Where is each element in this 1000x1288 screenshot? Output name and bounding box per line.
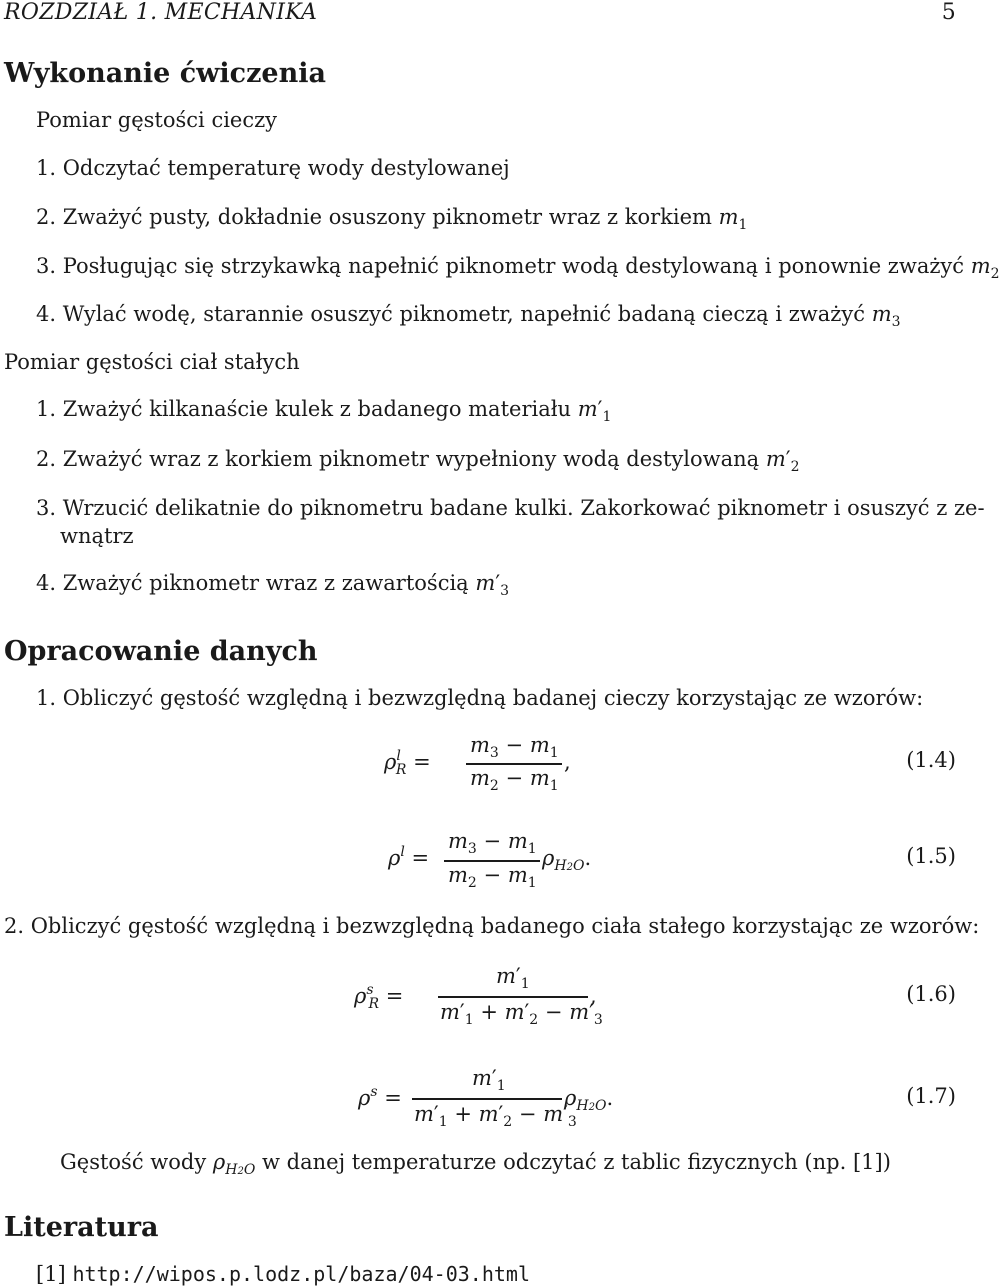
reference-item [36, 1262, 530, 1286]
equation-number: (1.5) [906, 844, 956, 868]
equation-number: (1.6) [906, 982, 956, 1006]
solid-step-1: 1. Zważyć kilkanaście kulek z badanego materiału $m'_1$ [36, 397, 612, 425]
reference-label: [1] [36, 1262, 66, 1286]
solid-step-2: 2. Zważyć wraz z korkiem piknometr wypełniony wodą destylowaną $m'_2$ [36, 447, 800, 475]
equation-number: (1.4) [906, 748, 956, 772]
running-header-chapter: ROZDZIAŁ 1. MECHANIKA [4, 0, 318, 25]
liquid-step-2: 2. Zważyć pusty, dokładnie osuszony piknometr wraz z korkiem $m_1$ [36, 205, 748, 233]
reference-url-link[interactable]: http://wipos.p.lodz.pl/baza/04-03.html [72, 1262, 530, 1286]
solid-step-4: 4. Zważyć piknometr wraz z zawartością $m'_3$ [36, 571, 510, 599]
section-title-references: Literatura [4, 1212, 159, 1243]
analysis-item-1: 1. Obliczyć gęstość względną i bezwzględną badanej cieczy korzystając ze wzorów: [36, 686, 924, 710]
liquid-density-heading: Pomiar gęstości cieczy [36, 108, 278, 132]
liquid-step-4: 4. Wylać wodę, starannie osuszyć piknometr, napełnić badaną cieczą i zważyć $m_3$ [36, 302, 901, 330]
solid-density-heading: Pomiar gęstości ciał stałych [4, 350, 300, 374]
water-density-note: Gęstość wody $\rho_{H2O}$ w danej temperaturze odczytać z tablic fizycznych (np. [1]) [60, 1150, 891, 1178]
solid-step-3-cont: wnątrz [60, 524, 134, 548]
equation-number: (1.7) [906, 1084, 956, 1108]
liquid-step-3: 3. Posługując się strzykawką napełnić piknometr wodą destylowaną i ponownie zważyć $m_2$ [36, 254, 1000, 282]
section-title-data-analysis: Opracowanie danych [4, 636, 318, 667]
page-number: 5 [941, 0, 956, 25]
liquid-step-1: 1. Odczytać temperaturę wody destylowanej [36, 156, 510, 180]
section-title-procedure: Wykonanie ćwiczenia [4, 58, 326, 89]
analysis-item-2: 2. Obliczyć gęstość względną i bezwzględną badanego ciała stałego korzystając ze wzorów: [4, 914, 980, 938]
solid-step-3: 3. Wrzucić delikatnie do piknometru badane kulki. Zakorkować piknometr i osuszyć z ze- [36, 496, 985, 520]
